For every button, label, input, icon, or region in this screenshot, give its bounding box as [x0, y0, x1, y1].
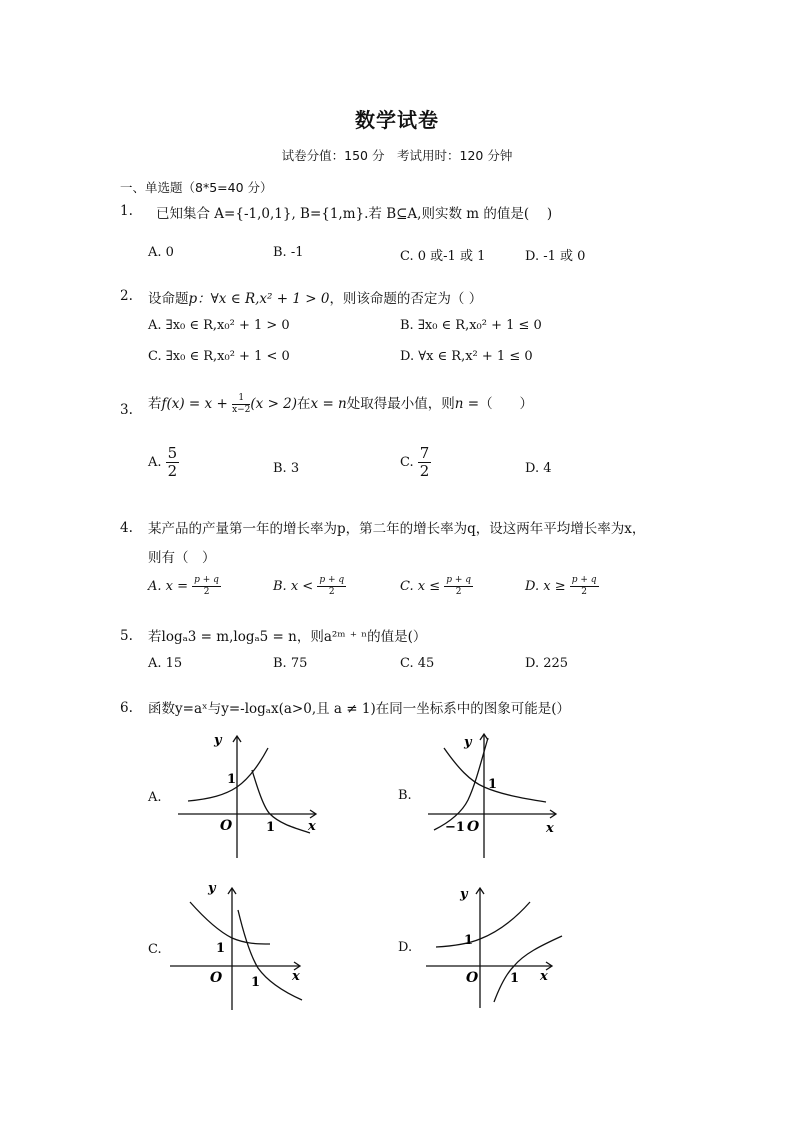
graph-c-label[interactable]: C. [148, 942, 162, 957]
question-5-number: 5. [120, 628, 133, 644]
question-2-option-d[interactable]: D. ∀x ∈ R,x² + 1 ≤ 0 [400, 349, 533, 364]
question-2-stem [148, 287, 482, 307]
graph-a-x-label: x [308, 819, 316, 834]
question-3-option-d[interactable]: D. 4 [525, 461, 552, 476]
graph-d-x-tick: 1 [510, 971, 520, 986]
graph-a-label[interactable]: A. [148, 790, 162, 805]
question-3-point: x = n [310, 396, 347, 412]
question-4-option-b[interactable]: B. x < $\frac{p + q}{2}$ [273, 575, 345, 597]
graph-c-y-label: y [208, 881, 216, 896]
graph-d[interactable] [420, 880, 570, 1015]
graph-b-origin: O [467, 819, 480, 835]
section-heading: 一、单选题（8*5=40 分） [120, 180, 273, 195]
page-title: 数学试卷 [355, 108, 439, 132]
question-6-number: 6. [120, 700, 133, 716]
graph-c-origin: O [210, 970, 223, 986]
question-1-option-b[interactable]: B. -1 [273, 245, 304, 260]
graph-a-origin: O [220, 818, 233, 834]
graph-c-exp-curve [190, 902, 270, 944]
question-2-option-a[interactable]: A. ∃x₀ ∈ R,x₀² + 1 > 0 [148, 318, 290, 333]
question-2-stem-text-b: ，则该命题的否定为（ ） [329, 291, 483, 307]
question-5-option-c[interactable]: C. 45 [400, 656, 435, 671]
graph-c-log-curve [238, 910, 302, 1000]
question-2-option-b[interactable]: B. ∃x₀ ∈ R,x₀² + 1 ≤ 0 [400, 318, 542, 333]
graph-a-x-tick: 1 [266, 820, 276, 835]
question-3-answer-var: n = [454, 396, 480, 412]
question-5-option-b[interactable]: B. 75 [273, 656, 308, 671]
question-2-proposition: p：∀x ∈ R,x² + 1 > 0 [188, 291, 330, 307]
question-1-option-d[interactable]: D. -1 或 0 [525, 249, 586, 264]
question-3-condition: (x > 2) [250, 396, 298, 412]
question-3-option-a[interactable]: A. $\frac{5}{2}$ [148, 444, 178, 480]
question-5-stem: 若logₐ3 = m,logₐ5 = n，则a²ᵐ ⁺ ⁿ的值是(） [148, 629, 427, 645]
question-3-stem-text-a: 若 [148, 396, 162, 412]
graph-b-exp-curve [444, 748, 546, 802]
graph-d-log-curve [494, 936, 562, 1002]
question-3-fraction: $\frac{1}{x-2}$ [232, 393, 251, 415]
graph-b-y-label: y [464, 735, 472, 750]
question-2-stem-text-a: 设命题 [148, 291, 189, 307]
graph-b-log-curve [434, 738, 488, 830]
graph-a-y-tick: 1 [227, 772, 237, 787]
graph-c[interactable] [166, 880, 316, 1015]
question-4-option-d[interactable]: D. x ≥ $\frac{p + q}{2}$ [525, 575, 597, 597]
graph-c-x-label: x [292, 969, 300, 984]
question-2-option-c[interactable]: C. ∃x₀ ∈ R,x₀² + 1 < 0 [148, 349, 290, 364]
question-1-option-a[interactable]: A. 0 [148, 245, 174, 260]
graph-b-x-tick: −1 [445, 820, 465, 835]
question-2-number: 2. [120, 288, 133, 304]
graph-d-y-label: y [460, 887, 468, 902]
graph-d-y-tick: 1 [464, 933, 474, 948]
question-3-option-b[interactable]: B. 3 [273, 461, 300, 476]
graph-d-origin: O [466, 970, 479, 986]
question-5-option-a[interactable]: A. 15 [148, 656, 183, 671]
question-1-number: 1. [120, 203, 133, 219]
graph-a-log-curve [252, 770, 310, 833]
question-3-stem-text-b: 在 [297, 396, 311, 412]
graph-c-y-tick: 1 [216, 941, 226, 956]
question-4-stem-line-1: 某产品的产量第一年的增长率为p，第二年的增长率为q，设这两年平均增长率为x， [148, 521, 646, 537]
question-4-stem-line-2: 则有（ ） [148, 550, 216, 566]
question-1-option-c[interactable]: C. 0 或-1 或 1 [400, 249, 486, 264]
question-5-option-d[interactable]: D. 225 [525, 656, 569, 671]
graph-a[interactable] [170, 728, 330, 863]
graph-a-y-label: y [214, 733, 222, 748]
graph-b-label[interactable]: B. [398, 788, 412, 803]
graph-d-exp-curve [436, 902, 530, 947]
graph-b-y-tick: 1 [488, 777, 498, 792]
graph-d-label[interactable]: D. [398, 940, 413, 955]
graph-b-x-label: x [546, 821, 554, 836]
question-1-stem: 已知集合 A={-1,0,1}, B={1,m}.若 B⊆A,则实数 m 的值是( ) [156, 206, 553, 222]
question-4-number: 4. [120, 520, 133, 536]
graph-c-x-tick: 1 [251, 975, 261, 990]
question-3-stem-text-c: 处取得最小值，则 [346, 396, 455, 412]
question-3-stem-text-d: （ ） [479, 396, 534, 412]
graph-b[interactable] [420, 728, 570, 863]
question-6-stem: 函数y=aˣ与y=-logₐx(a>0,且 a ≠ 1)在同一坐标系中的图象可能是(） [148, 701, 570, 717]
question-4-option-a[interactable]: A. x = $\frac{p + q}{2}$ [148, 575, 219, 597]
question-3-stem [148, 392, 533, 415]
graph-d-x-label: x [540, 969, 548, 984]
question-3-function: f(x) = x + [161, 396, 228, 412]
question-3-number: 3. [120, 402, 133, 418]
question-3-option-c[interactable]: C. $\frac{7}{2}$ [400, 444, 430, 480]
question-4-option-c[interactable]: C. x ≤ $\frac{p + q}{2}$ [400, 575, 472, 597]
exam-info: 试卷分值：150 分 考试用时：120 分钟 [281, 148, 513, 163]
